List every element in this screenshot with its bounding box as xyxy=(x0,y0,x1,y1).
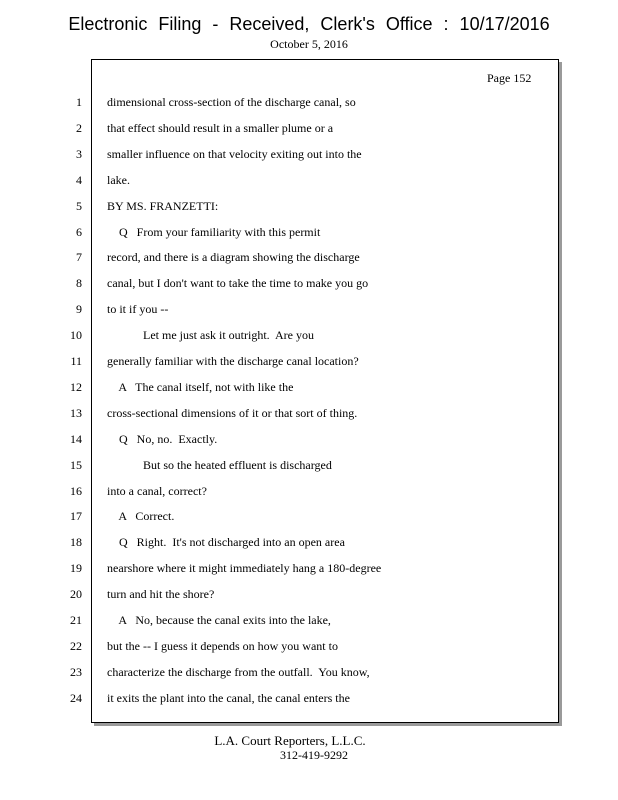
line-number: 7 xyxy=(76,250,82,265)
transcript-line xyxy=(0,429,560,449)
line-number: 15 xyxy=(70,457,82,472)
line-text: smaller influence on that velocity exiting out into the xyxy=(107,146,362,161)
line-number: 1 xyxy=(76,95,82,109)
transcript-line xyxy=(0,196,560,216)
transcript-line xyxy=(0,636,560,656)
transcript-line xyxy=(0,481,560,501)
line-text: dimensional cross-section of the discharge canal, so xyxy=(107,95,356,109)
transcript-line xyxy=(0,610,560,630)
line-number: 3 xyxy=(76,146,82,161)
line-number: 20 xyxy=(70,587,82,602)
line-text: record, and there is a diagram showing the discharge xyxy=(107,250,360,265)
deposition-date: October 5, 2016 xyxy=(270,37,348,51)
transcript-line xyxy=(0,92,560,112)
line-number: 4 xyxy=(76,172,82,187)
line-number: 14 xyxy=(70,431,82,446)
transcript-line xyxy=(0,351,560,371)
line-number: 18 xyxy=(70,535,82,550)
line-text: to it if you -- xyxy=(107,302,169,317)
line-text: Q No, no. Exactly. xyxy=(107,431,218,446)
line-text: A No, because the canal exits into the lake, xyxy=(107,613,331,627)
line-number: 5 xyxy=(76,198,82,213)
transcript-line xyxy=(0,662,560,682)
transcript-line xyxy=(0,273,560,293)
filing-stamp-header: Electronic Filing - Received, Clerk's Office : 10/17/2016 xyxy=(68,14,550,34)
line-number: 11 xyxy=(70,354,82,368)
transcript-line xyxy=(0,403,560,423)
transcript-line xyxy=(0,222,560,242)
line-text: BY MS. FRANZETTI: xyxy=(107,198,219,213)
line-number: 22 xyxy=(70,638,82,653)
line-text: generally familiar with the discharge canal location? xyxy=(107,354,359,368)
line-text: characterize the discharge from the outfall. You know, xyxy=(107,664,370,679)
line-text: turn and hit the shore? xyxy=(107,587,215,602)
line-number: 8 xyxy=(76,276,82,291)
line-text: cross-sectional dimensions of it or that sort of thing. xyxy=(107,405,358,420)
transcript-line xyxy=(0,558,560,578)
line-text: But so the heated effluent is discharged xyxy=(107,457,332,472)
line-text: Q From your familiarity with this permit xyxy=(107,224,321,239)
line-text: but the -- I guess it depends on how you want to xyxy=(107,638,338,653)
line-number: 24 xyxy=(70,690,82,705)
transcript-line xyxy=(0,455,560,475)
line-text: A Correct. xyxy=(107,509,175,524)
line-text: A The canal itself, not with like the xyxy=(107,379,294,394)
line-number: 19 xyxy=(70,561,82,576)
line-text: that effect should result in a smaller plume or a xyxy=(107,120,334,135)
line-number: 9 xyxy=(76,302,82,317)
transcript-line xyxy=(0,118,560,138)
line-text: into a canal, correct? xyxy=(107,483,207,498)
court-reporter-phone: 312-419-9292 xyxy=(280,748,348,762)
line-number: 17 xyxy=(70,509,82,524)
transcript-line xyxy=(0,377,560,397)
line-number: 2 xyxy=(76,120,82,135)
transcript-line xyxy=(0,584,560,604)
court-reporter-name: L.A. Court Reporters, L.L.C. xyxy=(214,733,366,748)
line-number: 6 xyxy=(76,224,82,239)
transcript-line xyxy=(0,247,560,267)
line-text: Q Right. It's not discharged into an open area xyxy=(107,535,345,550)
transcript-line xyxy=(0,532,560,552)
transcript-line xyxy=(0,299,560,319)
transcript-line xyxy=(0,688,560,708)
page-number: Page 152 xyxy=(487,71,532,85)
line-number: 21 xyxy=(70,613,82,627)
transcript-line xyxy=(0,170,560,190)
line-text: canal, but I don't want to take the time to make you go xyxy=(107,276,369,291)
transcript-line xyxy=(0,325,560,345)
line-number: 16 xyxy=(70,483,82,498)
line-text: lake. xyxy=(107,172,130,187)
line-number: 12 xyxy=(70,379,82,394)
transcript-line xyxy=(0,144,560,164)
line-number: 23 xyxy=(70,664,82,679)
line-text: Let me just ask it outright. Are you xyxy=(107,328,314,343)
line-text: nearshore where it might immediately hang a 180-degree xyxy=(107,561,382,576)
line-number: 13 xyxy=(70,405,82,420)
transcript-line xyxy=(0,506,560,526)
line-text: it exits the plant into the canal, the canal enters the xyxy=(107,690,350,705)
line-number: 10 xyxy=(70,328,82,343)
